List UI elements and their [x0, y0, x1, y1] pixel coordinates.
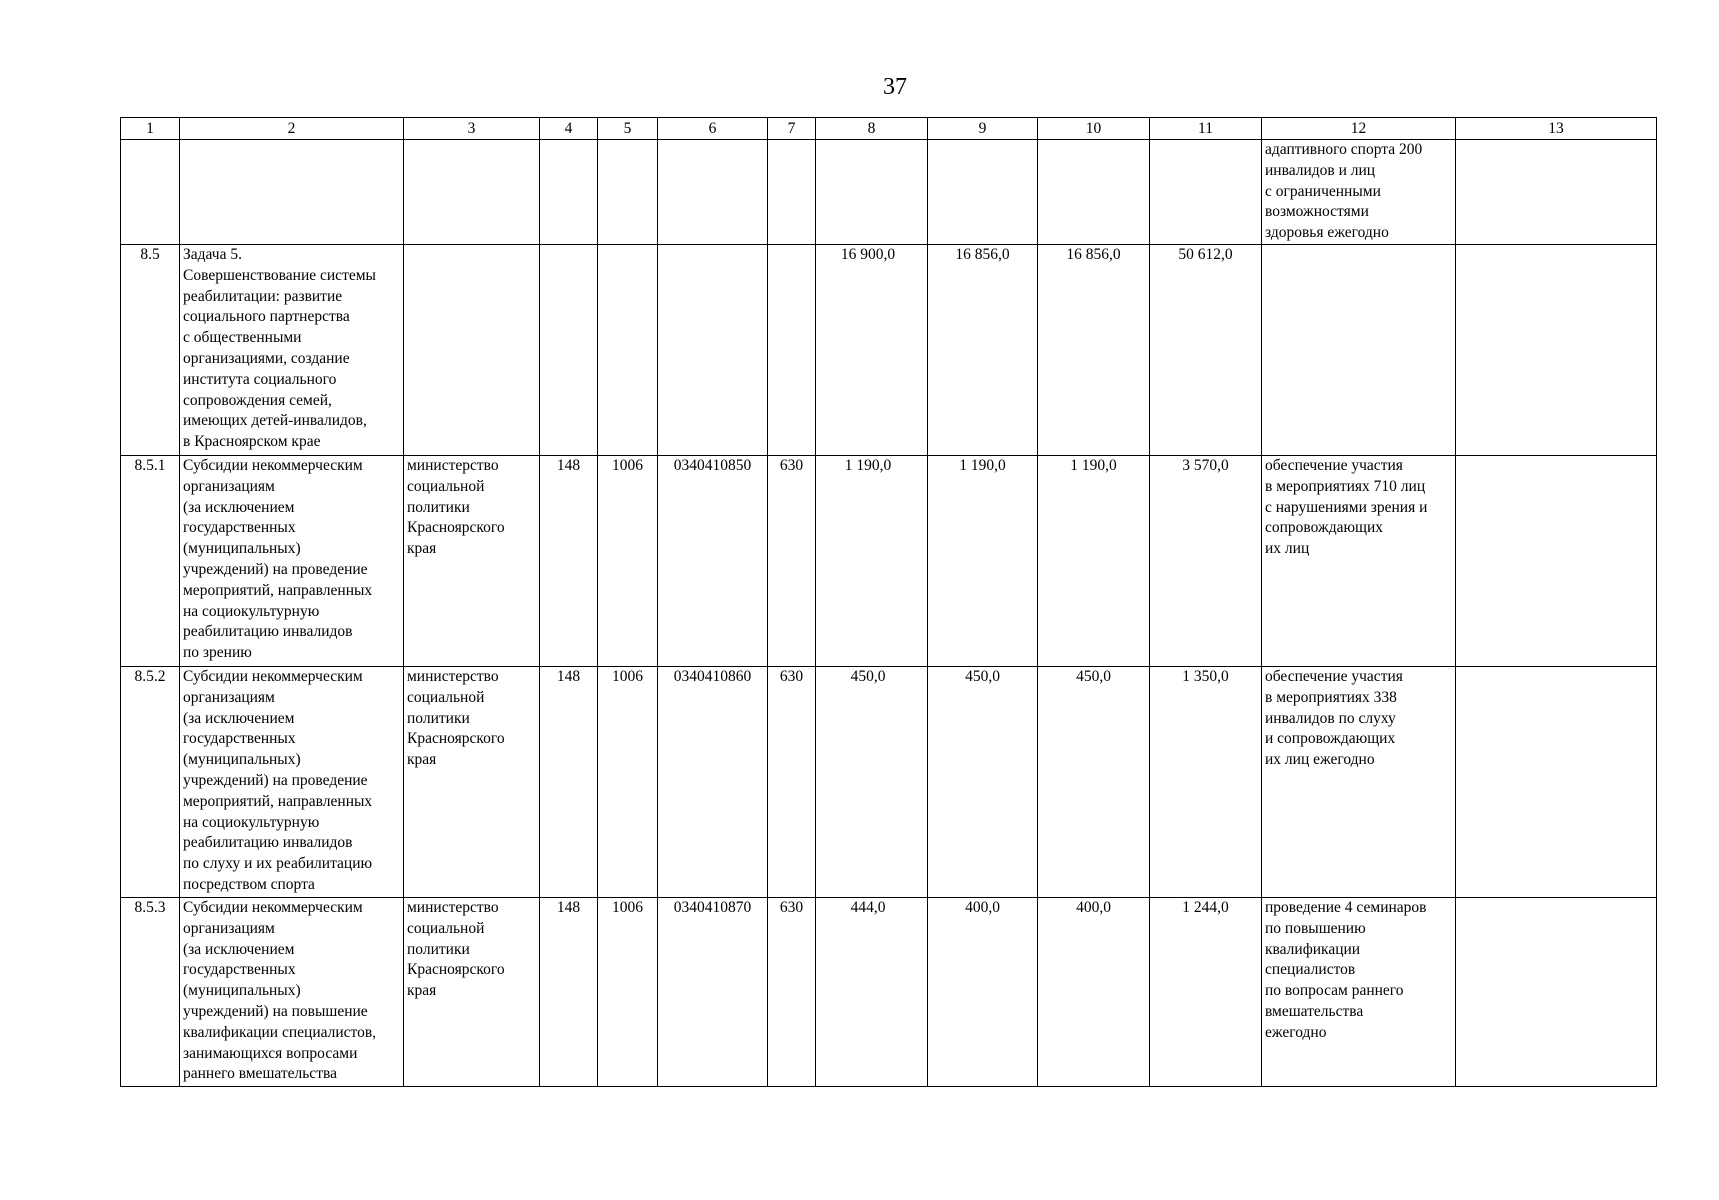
amount-cell: 450,0 — [816, 667, 928, 898]
measure-name-cell: Задача 5. Совершенствование системы реабилитации: развитие социального партнерства с общественными организациями, создание института социального сопровождения семей, имеющих детей-инвалидов, в Красноярском крае — [180, 245, 404, 456]
expected-result-cell: адаптивного спорта 200 инвалидов и лиц с ограниченными возможностями здоровья ежегодно — [1262, 140, 1456, 245]
expected-result-cell: обеспечение участия в мероприятиях 338 инвалидов по слуху и сопровождающих их лиц ежегодно — [1262, 667, 1456, 898]
amount-cell — [816, 140, 928, 245]
section-code-cell: 1006 — [598, 456, 658, 667]
amount-cell: 1 190,0 — [1038, 456, 1150, 667]
grbs-code-cell — [540, 245, 598, 456]
section-code-cell: 1006 — [598, 667, 658, 898]
target-article-cell: 0340410870 — [658, 898, 768, 1087]
target-article-cell — [658, 140, 768, 245]
table-row — [121, 456, 1657, 667]
expected-result-cell: проведение 4 семинаров по повышению квалификации специалистов по вопросам раннего вмешательства ежегодно — [1262, 898, 1456, 1087]
column-header: 6 — [658, 118, 768, 140]
target-article-cell: 0340410860 — [658, 667, 768, 898]
page-number: 37 — [883, 74, 907, 100]
table-row — [121, 140, 1657, 245]
column-header: 7 — [768, 118, 816, 140]
column-header: 11 — [1150, 118, 1262, 140]
column-header: 1 — [121, 118, 180, 140]
table-header-row — [121, 118, 1657, 140]
amount-cell: 450,0 — [928, 667, 1038, 898]
grbs-code-cell — [540, 140, 598, 245]
section-code-cell — [598, 245, 658, 456]
amount-cell: 1 190,0 — [928, 456, 1038, 667]
amount-cell: 400,0 — [1038, 898, 1150, 1087]
column-header: 13 — [1456, 118, 1657, 140]
notes-cell — [1456, 667, 1657, 898]
total-cell: 1 350,0 — [1150, 667, 1262, 898]
amount-cell: 444,0 — [816, 898, 928, 1087]
measure-name-cell — [180, 140, 404, 245]
expense-type-cell — [768, 140, 816, 245]
expense-type-cell — [768, 245, 816, 456]
total-cell: 50 612,0 — [1150, 245, 1262, 456]
expected-result-cell: обеспечение участия в мероприятиях 710 лиц с нарушениями зрения и сопровождающих их лиц — [1262, 456, 1456, 667]
table-row — [121, 898, 1657, 1087]
responsible-cell: министерство социальной политики Красноярского края — [404, 456, 540, 667]
amount-cell: 16 900,0 — [816, 245, 928, 456]
responsible-cell — [404, 140, 540, 245]
notes-cell — [1456, 245, 1657, 456]
column-header: 12 — [1262, 118, 1456, 140]
section-code-cell — [598, 140, 658, 245]
notes-cell — [1456, 456, 1657, 667]
column-header: 5 — [598, 118, 658, 140]
program-table — [120, 117, 1657, 1087]
column-header: 10 — [1038, 118, 1150, 140]
measure-name-cell: Субсидии некоммерческим организациям (за исключением государственных (муниципальных) учреждений) на повышение квалификации специалистов, занимающихся вопросами раннего вмешательства — [180, 898, 404, 1087]
expense-type-cell: 630 — [768, 667, 816, 898]
grbs-code-cell: 148 — [540, 456, 598, 667]
notes-cell — [1456, 140, 1657, 245]
notes-cell — [1456, 898, 1657, 1087]
measure-name-cell: Субсидии некоммерческим организациям (за исключением государственных (муниципальных) учреждений) на проведение мероприятий, направленных на социокультурную реабилитацию инвалидов по слуху и их реабилитацию посредством спорта — [180, 667, 404, 898]
responsible-cell: министерство социальной политики Красноярского края — [404, 898, 540, 1087]
table-row — [121, 667, 1657, 898]
responsible-cell: министерство социальной политики Красноярского края — [404, 667, 540, 898]
amount-cell: 16 856,0 — [1038, 245, 1150, 456]
responsible-cell — [404, 245, 540, 456]
expected-result-cell — [1262, 245, 1456, 456]
amount-cell: 1 190,0 — [816, 456, 928, 667]
target-article-cell — [658, 245, 768, 456]
row-number-cell: 8.5.1 — [121, 456, 180, 667]
amount-cell: 16 856,0 — [928, 245, 1038, 456]
row-number-cell — [121, 140, 180, 245]
target-article-cell: 0340410850 — [658, 456, 768, 667]
amount-cell: 400,0 — [928, 898, 1038, 1087]
expense-type-cell: 630 — [768, 898, 816, 1087]
total-cell: 3 570,0 — [1150, 456, 1262, 667]
table-row — [121, 245, 1657, 456]
row-number-cell: 8.5.2 — [121, 667, 180, 898]
expense-type-cell: 630 — [768, 456, 816, 667]
grbs-code-cell: 148 — [540, 898, 598, 1087]
total-cell: 1 244,0 — [1150, 898, 1262, 1087]
column-header: 2 — [180, 118, 404, 140]
amount-cell — [1038, 140, 1150, 245]
amount-cell — [928, 140, 1038, 245]
measure-name-cell: Субсидии некоммерческим организациям (за исключением государственных (муниципальных) учреждений) на проведение мероприятий, направленных на социокультурную реабилитацию инвалидов по зрению — [180, 456, 404, 667]
column-header: 3 — [404, 118, 540, 140]
row-number-cell: 8.5.3 — [121, 898, 180, 1087]
column-header: 8 — [816, 118, 928, 140]
row-number-cell: 8.5 — [121, 245, 180, 456]
column-header: 4 — [540, 118, 598, 140]
total-cell — [1150, 140, 1262, 245]
section-code-cell: 1006 — [598, 898, 658, 1087]
grbs-code-cell: 148 — [540, 667, 598, 898]
amount-cell: 450,0 — [1038, 667, 1150, 898]
column-header: 9 — [928, 118, 1038, 140]
